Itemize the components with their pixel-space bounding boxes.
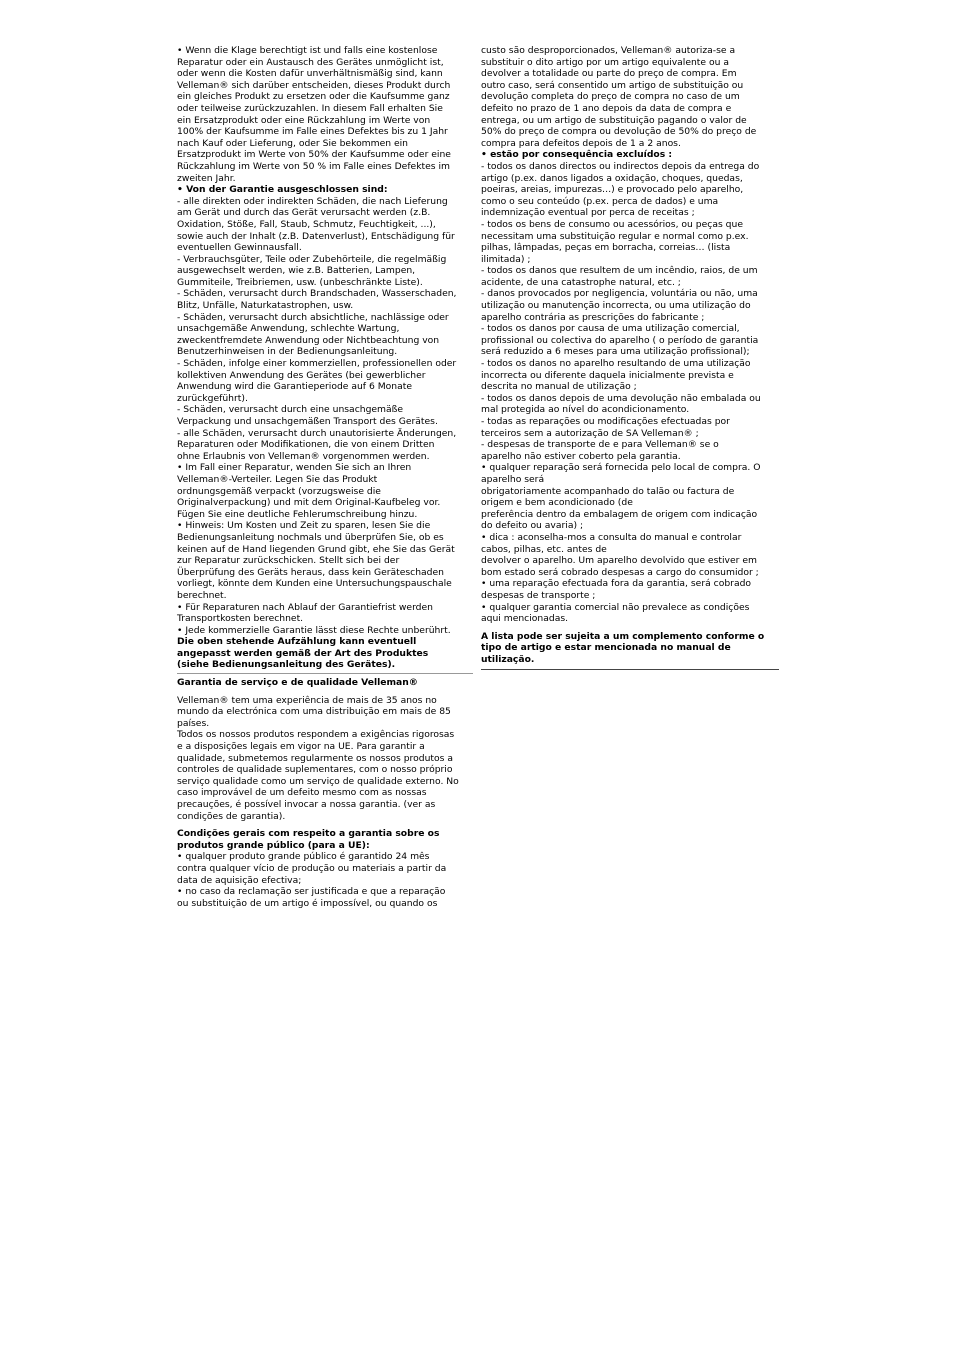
pt-section-heading: Garantia de serviço e de qualidade Velleman® [177, 677, 418, 689]
de-exclusions-list: - alle direkten oder indirekten Schäden, die nach Lieferung am Gerät und durch das Gerät verursacht werden (z.B. Oxidation, Stöße, Fall, Staub, Schmutz, Feuchtigkeit, ...), sowie auch der Inhalt (z.B. Datenverlust), Entschädigung für eventuellen Gewinnausfall. - Verbrauchsgüter, Teile oder Zubehörteile, die regelmäßig ausgewechselt werden, wie z.B. Batterien, Lampen, Gummiteile, Treibriemen, usw. (unbeschränkte Liste). - Schäden, verursacht durch Brandschaden, Wasserschaden, Blitz, Unfälle, Naturkatastrophen, usw. - Schäden, verursacht durch absichtliche, nachlässige oder unsachgemäße Anwendung, schlechte Wartung, zweckentfremdete Anwendung oder Nichtbeachtung von Benutzerhinweisen in der Bedienungsanleitung. - Schäden, infolge einer kommerziellen, professionellen oder kollektiven Anwendung des Gerätes (bei gewerblicher Anwendung wird die Garantieperiode auf 6 Monate zurückgeführt). - Schäden, verursacht durch eine unsachgemäße Verpackung und unsachgemäßen Transport des Gerätes. - alle Schäden, verursacht durch unautorisierte Änderungen, Reparaturen oder Modifikationen, die von einem Dritten ohne Erlaubnis von Velleman® vorgenommen werden. • Im Fall einer Reparatur, wenden Sie sich an Ihren Velleman®-Verteiler. Legen Sie das Produkt ordnungsgemäß verpackt (vorzugsweise die Originalverpackung) und mit dem Original-Kaufbeleg vor. Fügen Sie eine deutliche Fehlerumschreibung hinzu. • Hinweis: Um Kosten und Zeit zu sparen, lesen Sie die Bedienungsanleitung nochmals und überprüfen Sie, ob es keinen auf de Hand liegenden Grund gibt, ehe Sie das Gerät zur Reparatur zurückschicken. Stellt sich bei der Überprüfung des Geräts heraus, dass kein Geräteschaden vorliegt, könnte dem Kunden eine Untersuchungspauschale berechnet. • Für Reparaturen nach Ablauf der Garantiefrist werden Transportkosten berechnet. • Jede kommerzielle Garantie lässt diese Rechte unberührt. [177, 195, 457, 636]
column-end-divider [481, 669, 779, 670]
pt-replacement-paragraph: custo são desproporcionados, Velleman® autoriza-se a substituir o dito artigo por um artigo equivalente ou a devolver a totalidade ou parte do preço de compra. Em outro caso, será consentido um artigo de substituição ou devolução completa do preço de compra no caso de um defeito no prazo de 1 ano depois da data de compra e entrega, ou um artigo de substituição pagando o valor de 50% do preço de compra ou devolução de 50% do preço de compra para defeitos depois de 1 a 2 anos. [481, 45, 757, 149]
de-excluded-heading: • Von der Garantie ausgeschlossen sind: [177, 184, 388, 196]
section-divider [177, 673, 473, 674]
pt-conditions-heading: Condições gerais com respeito a garantia sobre os produtos grande público (para a UE): [177, 828, 440, 851]
pt-conditions-paragraph: • qualquer produto grande público é garantido 24 mês contra qualquer vício de produção ou materiais a partir da data de aquisição efectiva; • no caso da reclamação ser justificada e que a reparação ou substituição de um artigo é impossível, ou quando os [177, 851, 447, 909]
de-warranty-replacement-paragraph: • Wenn die Klage berechtigt ist und falls eine kostenlose Reparatur oder ein Austausch des Gerätes unmöglicht ist, oder wenn die Kosten dafür unverhältnismäßig sind, kann Velleman® sich darüber entscheiden, dieses Produkt durch ein gleiches Produkt zu ersetzen oder die Kaufsumme ganz oder teilweise zurückzuzahlen. In diesem Fall erhalten Sie ein Ersatzprodukt oder eine Rückzahlung im Werte von 100% der Kaufsumme im Falle eines Defektes bis zu 1 Jahr nach Kauf oder Lieferung, oder Sie bekommen ein Ersatzprodukt im Werte von 50% der Kaufsumme oder eine Rückzahlung im Werte von 50 % im Falle eines Defektes im zweiten Jahr. [177, 45, 451, 184]
left-column [177, 45, 473, 909]
pt-intro-paragraph: Velleman® tem uma experiência de mais de 35 anos no mundo da electrónica com uma distribuição em mais de 85 países. Todos os nossos produtos respondem a exigências rigorosas e a disposições legais em vigor na UE. Para garantir a qualidade, submetemos regularmente os nossos produtos a controles de qualidade suplementares, com o nosso próprio serviço qualidade como um serviço de qualidade externo. No caso improvável de um defeito mesmo com as nossas precauções, é possível invocar a nossa garantia. (ver as condições de garantia). [177, 694, 459, 822]
right-column [481, 45, 779, 673]
de-list-adaptation-note: Die oben stehende Aufzählung kann eventuell angepasst werden gemäß der Art des Produktes (siehe Bedienungsanleitung des Gerätes). [177, 636, 429, 671]
pt-list-complement-note: A lista pode ser sujeita a um complemento conforme o tipo de artigo e estar mencionada no manual de utilização. [481, 630, 765, 665]
pt-exclusions-list: - todos os danos directos ou indirectos depois da entrega do artigo (p.ex. danos ligados a oxidação, choques, quedas, poeiras, areias, impurezas…) e provocado pelo aparelho, como o seu conteúdo (p.ex. perca de dados) e uma indemnização eventual por perca de receitas ; - todos os bens de consumo ou acessórios, ou peças que necessitam uma substituição regular e normal como p.ex. pilhas, lâmpadas, peças em borracha, correias… (lista ilimitada) ; - todos os danos que resultem de um incêndio, raios, de um acidente, de una catastrophe natural, etc. ; - danos provocados por negligencia, voluntária ou não, uma utilização ou manutenção incorrecta, ou uma utilização do aparelho contrária as prescrições do fabricante ; - todos os danos por causa de uma utilização comercial, profissional ou colectiva do aparelho ( o período de garantia será reduzido a 6 meses para uma utilização profissional); - todos os danos no aparelho resultando de uma utilização incorrecta ou diferente daquela inicialmente prevista e descrita no manual de utilização ; - todos os danos depois de uma devolução não embalada ou mal protegida ao nível do acondicionamento. - todas as reparações ou modificações efectuadas por terceiros sem a autorização de SA Velleman® ; - despesas de transporte de e para Velleman® se o aparelho não estiver coberto pela garantia. • qualquer reparação será fornecida pelo local de compra. O aparelho será obrigatoriamente acompanhado do talão ou factura de origem e bem acondicionado (de preferência dentro da embalagem de origem com indicação do defeito ou avaria) ; • dica : aconselha-mos a consulta do manual e controlar cabos, pilhas, etc. antes de devolver o aparelho. Um aparelho devolvido que estiver em bom estado será cobrado despesas a cargo do consumidor ; • uma reparação efectuada fora da garantia, será cobrado despesas de transporte ; • qualquer garantia comercial não prevalece as condições aqui mencionadas. [481, 160, 761, 625]
pt-excluded-heading: • estão por consequência excluídos : [481, 149, 673, 161]
